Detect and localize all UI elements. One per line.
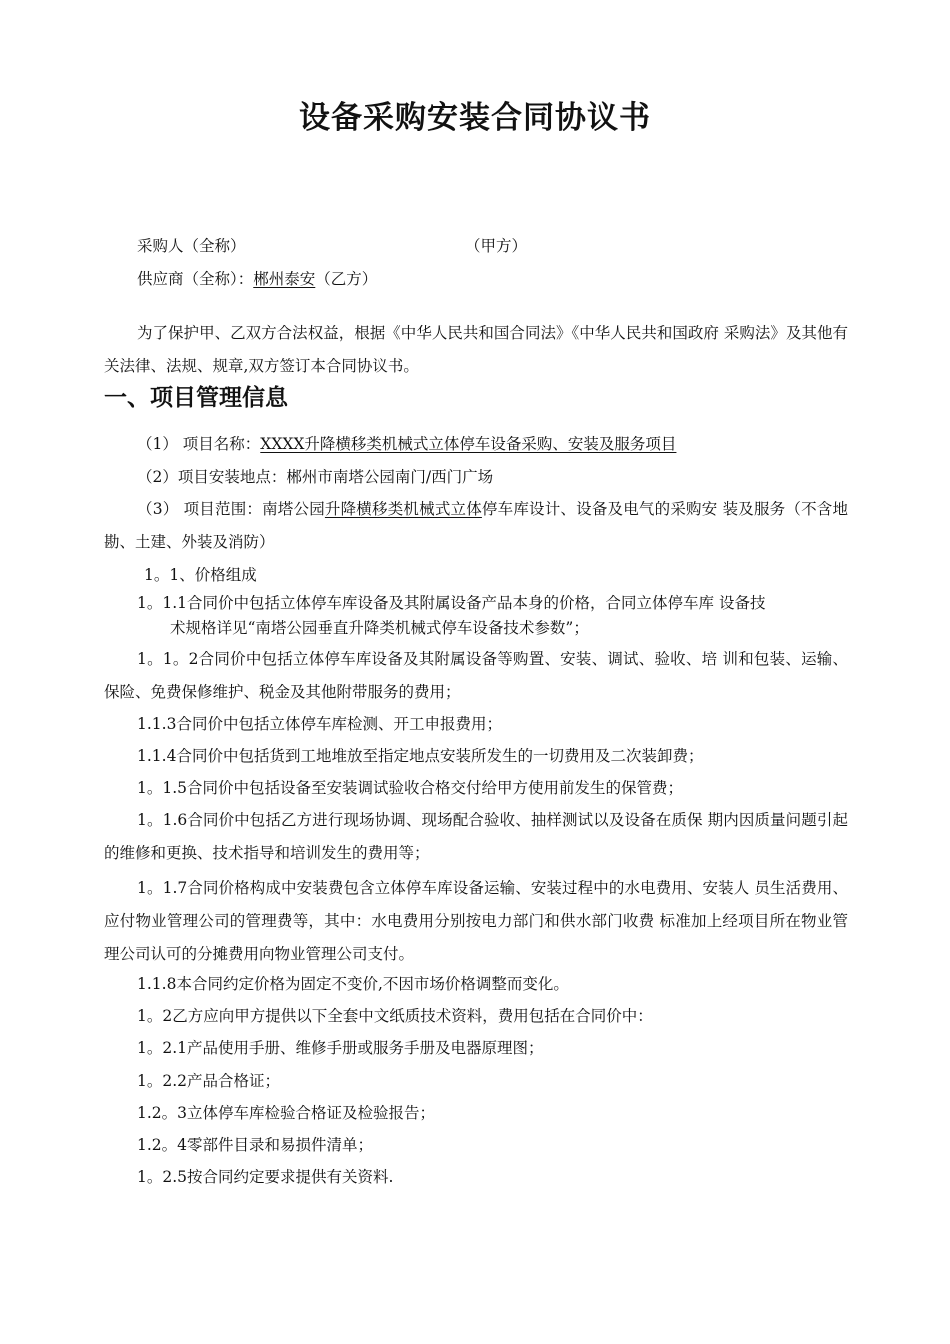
item-project-name [137,434,676,454]
clause-1-1-1-line-b: 术规格详见“南塔公园垂直升降类机械式停车设备技术参数”； [170,619,589,637]
item-scope-prefix: （3） 项目范围：南塔公园 [137,500,325,518]
item-project-scope [104,493,848,559]
document-title: 设备采购安装合同协议书 [299,100,651,136]
item-scope-underlined: 升降横移类机械式立体 [324,500,482,518]
clause-1-2-2: 1。2.2产品合格证； [137,1072,281,1090]
clause-1-1-2: 1。1。2合同价中包括立体停车库设备及其附属设备等购置、安装、调试、验收、培 训和包装、运输、保险、免费保修维护、税金及其他附带服务的费用； [104,650,848,701]
clause-1-1-3: 1.1.3合同价中包括立体停车库检测、开工申报费用； [137,715,502,733]
clause-1-1-5: 1。1.5合同价中包括设备至安装调试验收合格交付给甲方使用前发生的保管费； [137,779,684,797]
clause-1-1-7: 1。1.7合同价格构成中安装费包含立体停车库设备运输、安装过程中的水电费用、安装人 员生活费用、应付物业管理公司的管理费等，其中：水电费用分别按电力部门和供水部门收费 标准加上经项目所在物业管理公司认可的分摊费用向物业管理公司支付。 [104,879,848,963]
clause-1-1-8: 1.1.8本合同约定价格为固定不变价,不因市场价格调整而变化。 [137,975,569,993]
supplier-role: （乙方） [315,270,378,288]
clause-1-1-4: 1.1.4合同价中包括货到工地堆放至指定地点安装所发生的一切费用及二次装卸费； [137,747,704,765]
preamble: 为了保护甲、乙双方合法权益，根据《中华人民共和国合同法》《中华人民共和国政府 采购法》及其他有关法律、法规、规章,双方签订本合同协议书。 [104,324,848,375]
clause-1-2-3: 1.2。3立体停车库检验合格证及检验报告； [137,1104,436,1122]
clause-1-1-6: 1。1.6合同价中包括乙方进行现场协调、现场配合验收、抽样测试以及设备在质保 期内因质量问题引起的维修和更换、技术指导和培训发生的费用等； [104,811,848,862]
section-heading: 一、项目管理信息 [104,385,288,411]
supplier-label: 供应商（全称）： [137,270,254,288]
item-scope-suffix: 停车库设计、设备及电气的采购安 装及服务（不含地勘、土建、外装及消防） [104,500,848,551]
clause-1-1-1-line-a: 1。1.1合同价中包括立体停车库设备及其附属设备产品本身的价格，合同立体停车库 设备技 [137,594,766,612]
item-install-location: （2）项目安装地点：郴州市南塔公园南门/西门广场 [137,468,494,486]
buyer-role: （甲方） [465,237,528,255]
clause-1-1: 1。1、价格组成 [144,566,257,584]
clause-1-2-1: 1。2.1产品使用手册、维修手册或服务手册及电器原理图； [137,1039,544,1057]
buyer-label: 采购人（全称） [137,237,246,255]
clause-1-2: 1。2乙方应向甲方提供以下全套中文纸质技术资料，费用包括在合同价中： [137,1007,653,1025]
supplier-line [137,269,377,289]
clause-1-2-4: 1.2。4零部件目录和易损件清单； [137,1136,374,1154]
item-project-name-value: XXXX升降横移类机械式立体停车设备采购、安装及服务项目 [260,435,677,453]
item-project-name-label: （1） 项目名称： [137,435,261,453]
supplier-name: 郴州泰安 [253,270,316,288]
clause-1-2-5: 1。2.5按合同约定要求提供有关资料. [137,1168,394,1186]
